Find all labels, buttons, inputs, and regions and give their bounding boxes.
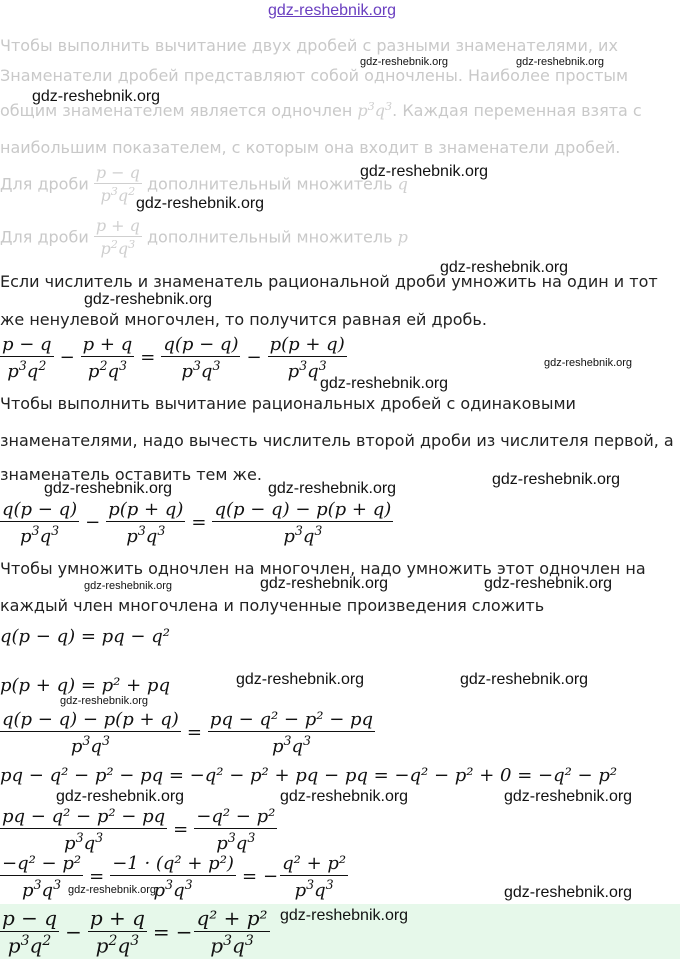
equals-sign: = bbox=[140, 347, 156, 369]
equals-sign: = bbox=[152, 919, 170, 944]
watermark: gdz-reshebnik.org bbox=[260, 575, 389, 592]
numerator: q² + p² bbox=[196, 906, 268, 930]
watermark: gdz-reshebnik.org bbox=[504, 788, 633, 805]
equals-sign: = bbox=[241, 866, 258, 888]
rule-3-line-1: Чтобы умножить одночлен на многочлен, надо умножить этот одночлен на bbox=[0, 559, 646, 578]
denominator: $p^3q^2$ bbox=[7, 933, 52, 958]
watermark: gdz-reshebnik.org bbox=[360, 163, 489, 180]
intro-fraction-2-prefix: Для дроби bbox=[0, 227, 89, 247]
watermark: gdz-reshebnik.org bbox=[504, 884, 633, 901]
fraction bbox=[0, 806, 167, 854]
numerator: p + q bbox=[95, 216, 140, 235]
watermark: gdz-reshebnik.org bbox=[280, 788, 409, 805]
intro-line-3-prefix: общим знаменателем является одночлен bbox=[0, 101, 353, 121]
denominator: $p^2q^3$ bbox=[100, 238, 136, 259]
fraction bbox=[280, 853, 348, 901]
denominator: $p^3q^3$ bbox=[216, 830, 256, 854]
watermark: gdz-reshebnik.org bbox=[44, 480, 173, 497]
denominator: $p^2q^3$ bbox=[95, 933, 140, 958]
numerator: −q² − p² bbox=[196, 806, 276, 827]
numerator: p − q bbox=[95, 163, 140, 182]
fraction-2-faded bbox=[94, 216, 142, 258]
intro-line-1: Чтобы выполнить вычитание двух дробей с разными знаменателями, их bbox=[0, 36, 618, 55]
watermark: gdz-reshebnik.org bbox=[84, 291, 213, 308]
watermark: gdz-reshebnik.org bbox=[492, 471, 621, 488]
intro-fraction-2-suffix: дополнительный множитель bbox=[146, 227, 393, 247]
fraction bbox=[0, 906, 59, 958]
denominator: $p^3q^2$ bbox=[7, 358, 47, 382]
watermark: gdz-reshebnik.org bbox=[544, 357, 633, 369]
denominator: $p^3q^3$ bbox=[153, 877, 193, 901]
denominator: $p^3q^3$ bbox=[64, 830, 104, 854]
equals-sign: = bbox=[89, 866, 105, 888]
fraction bbox=[81, 334, 135, 382]
rule-2-line-3: знаменатель оставить тем же. bbox=[0, 465, 262, 484]
fraction bbox=[212, 499, 393, 547]
numerator: −q² − p² bbox=[2, 853, 82, 874]
rule-3-line-2: каждый член многочлена и полученные произведения сложить bbox=[0, 596, 545, 615]
expansion-q: q(p − q) = pq − q² bbox=[0, 626, 170, 647]
simplification-line: pq − q² − p² − pq = −q² − p² + pq − pq = −q² − p² + 0 = −q² − p² bbox=[0, 765, 618, 786]
denominator: $p^3q^3$ bbox=[70, 733, 110, 757]
rule-2-line-2: знаменателями, надо вычесть числитель второй дроби из числителя первой, а bbox=[0, 431, 674, 450]
intro-fraction-line-2 bbox=[0, 216, 408, 258]
equation-3 bbox=[0, 709, 375, 757]
watermark: gdz-reshebnik.org bbox=[56, 788, 185, 805]
numerator: −1 · (q² + p²) bbox=[112, 853, 234, 874]
numerator: pq − q² − p² − pq bbox=[2, 806, 166, 827]
rule-1-line-2: же ненулевой многочлен, то получится равная ей дробь. bbox=[0, 310, 487, 329]
denominator: $p^3q^3$ bbox=[283, 523, 323, 547]
numerator: p(p + q) bbox=[108, 499, 184, 520]
watermark: gdz-reshebnik.org bbox=[360, 56, 449, 68]
fraction bbox=[208, 709, 375, 757]
numerator: q² + p² bbox=[282, 853, 347, 874]
fraction bbox=[194, 806, 277, 854]
equation-4 bbox=[0, 806, 277, 854]
denominator: $p^3q^3$ bbox=[22, 877, 62, 901]
watermark: gdz-reshebnik.org bbox=[460, 671, 589, 688]
watermark: gdz-reshebnik.org bbox=[516, 56, 605, 68]
fraction bbox=[0, 499, 79, 547]
denominator: $p^3q^3$ bbox=[210, 933, 254, 958]
numerator: pq − q² − p² − pq bbox=[209, 709, 374, 730]
rule-1-line-1: Если числитель и знаменатель рациональной дроби умножить на один и тот bbox=[0, 272, 658, 291]
intro-line-2: Знаменатели дробей представляют собой одночлены. Наиболее простым bbox=[0, 66, 629, 85]
fraction bbox=[0, 709, 181, 757]
intro-fraction-1-prefix: Для дроби bbox=[0, 174, 89, 194]
fraction bbox=[88, 906, 147, 958]
multiplier-1: q bbox=[397, 174, 408, 194]
equation-1 bbox=[0, 334, 347, 382]
numerator: q(p − q) − p(p + q) bbox=[214, 499, 392, 520]
numerator: p + q bbox=[89, 906, 145, 930]
equation-5 bbox=[0, 853, 348, 901]
minus-sign: − bbox=[65, 919, 82, 944]
watermark: gdz-reshebnik.org bbox=[280, 907, 409, 924]
equation-2 bbox=[0, 499, 393, 547]
numerator: q(p − q) bbox=[2, 499, 78, 520]
final-answer bbox=[0, 906, 270, 958]
numerator: q(p − q) bbox=[163, 334, 239, 355]
denominator: $p^3q^3$ bbox=[287, 358, 327, 382]
denominator: $p^3q^3$ bbox=[20, 523, 60, 547]
equals-sign: = bbox=[191, 512, 207, 534]
watermark: gdz-reshebnik.org bbox=[268, 480, 397, 497]
numerator: p(p + q) bbox=[269, 334, 345, 355]
minus-sign: − bbox=[263, 866, 279, 888]
denominator: $p^3q^3$ bbox=[181, 358, 221, 382]
watermark: gdz-reshebnik.org bbox=[484, 575, 613, 592]
fraction-1-faded bbox=[94, 163, 142, 205]
minus-sign: − bbox=[246, 347, 262, 369]
fraction bbox=[161, 334, 240, 382]
intro-line-3-suffix: . Каждая переменная взята с bbox=[392, 101, 642, 121]
watermark-top-link[interactable]: gdz-reshebnik.org bbox=[268, 2, 397, 19]
denominator: $p^2q^3$ bbox=[87, 358, 127, 382]
watermark: gdz-reshebnik.org bbox=[68, 884, 157, 896]
numerator: q(p − q) − p(p + q) bbox=[2, 709, 179, 730]
minus-sign: − bbox=[85, 512, 101, 534]
watermark: gdz-reshebnik.org bbox=[136, 195, 265, 212]
fraction bbox=[106, 499, 185, 547]
fraction bbox=[0, 334, 54, 382]
minus-sign: − bbox=[175, 919, 193, 944]
watermark: gdz-reshebnik.org bbox=[32, 88, 161, 105]
denominator: $p^3q^3$ bbox=[126, 523, 166, 547]
numerator: p − q bbox=[2, 334, 52, 355]
intro-line-4: наибольшим показателем, с которым она входит в знаменатели дробей. bbox=[0, 138, 621, 157]
denominator: $p^3q^3$ bbox=[271, 733, 312, 757]
watermark: gdz-reshebnik.org bbox=[84, 580, 173, 592]
intro-fraction-1-suffix: дополнительный множитель bbox=[146, 174, 393, 194]
expansion-p: p(p + q) = p² + pq bbox=[0, 675, 170, 696]
numerator: p − q bbox=[2, 906, 58, 930]
watermark: gdz-reshebnik.org bbox=[440, 259, 569, 276]
equals-sign: = bbox=[173, 819, 189, 841]
common-denominator: $p^3q^3$ bbox=[357, 100, 393, 121]
numerator: p + q bbox=[82, 334, 133, 355]
multiplier-2: p bbox=[397, 227, 408, 247]
watermark: gdz-reshebnik.org bbox=[236, 671, 365, 688]
fraction bbox=[194, 906, 269, 958]
denominator: $p^3q^3$ bbox=[294, 877, 334, 901]
rule-2-line-1: Чтобы выполнить вычитание рациональных дробей с одинаковыми bbox=[0, 394, 576, 413]
watermark: gdz-reshebnik.org bbox=[60, 695, 149, 707]
watermark: gdz-reshebnik.org bbox=[320, 375, 449, 392]
minus-sign: − bbox=[59, 347, 75, 369]
denominator: $p^3q^2$ bbox=[100, 185, 136, 206]
equals-sign: = bbox=[186, 722, 202, 744]
